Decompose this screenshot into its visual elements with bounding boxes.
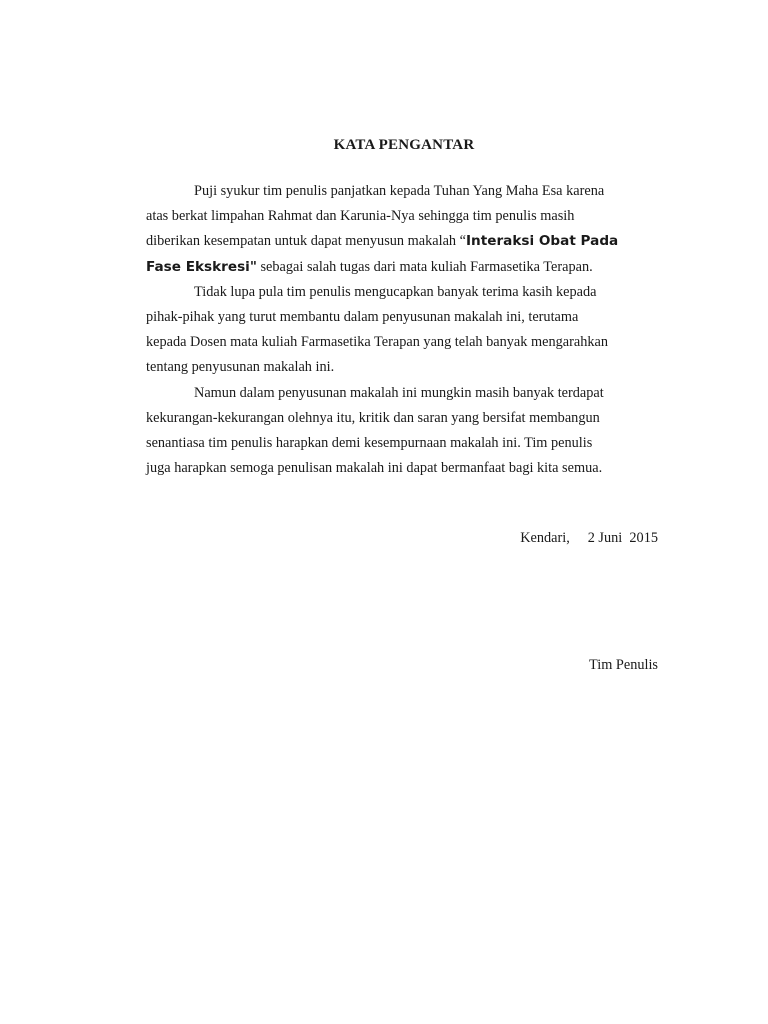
foreword-body [146, 179, 666, 481]
paragraph-1 [146, 179, 666, 280]
paragraph-line: kepada Dosen mata kuliah Farmasetika Terapan yang telah banyak mengarahkan [146, 334, 609, 351]
place-date: Kendari, 2 Juni 2015 [520, 530, 658, 546]
bold-title-run: Interaksi Obat Pada [466, 233, 619, 250]
paragraph-line: Puji syukur tim penulis panjatkan kepada Tuhan Yang Maha Esa karena [194, 183, 605, 199]
paragraph-line: kekurangan-kekurangan olehnya itu, kritik dan saran yang bersifat membangun [146, 409, 600, 426]
paragraph-line: Tidak lupa pula tim penulis mengucapkan banyak terima kasih kepada [194, 283, 597, 300]
text-run: diberikan kesempatan untuk dapat menyusun makalah “ [146, 233, 466, 250]
paragraph-line [146, 255, 666, 280]
paragraph-line: juga harapkan semoga penulisan makalah ini dapat bermanfaat bagi kita semua. [146, 460, 603, 477]
paragraph-line: atas berkat limpahan Rahmat dan Karunia-Nya sehingga tim penulis masih [146, 208, 575, 225]
signer-name: Tim Penulis [589, 657, 658, 673]
page-title: KATA PENGANTAR [333, 137, 475, 153]
bold-title-run: Fase Ekskresi" [146, 258, 257, 275]
paragraph-line: Namun dalam penyusunan makalah ini mungkin masih banyak terdapat [194, 384, 604, 401]
paragraph-3 [146, 381, 666, 482]
paragraph-line: pihak-pihak yang turut membantu dalam penyusunan makalah ini, terutama [146, 308, 579, 325]
paragraph-line [146, 229, 666, 254]
paragraph-line: tentang penyusunan makalah ini. [146, 359, 335, 376]
text-run: sebagai salah tugas dari mata kuliah Farmasetika Terapan. [256, 258, 593, 275]
paragraph-line: senantiasa tim penulis harapkan demi kesempurnaan makalah ini. Tim penulis [146, 434, 593, 451]
paragraph-2 [146, 280, 666, 381]
